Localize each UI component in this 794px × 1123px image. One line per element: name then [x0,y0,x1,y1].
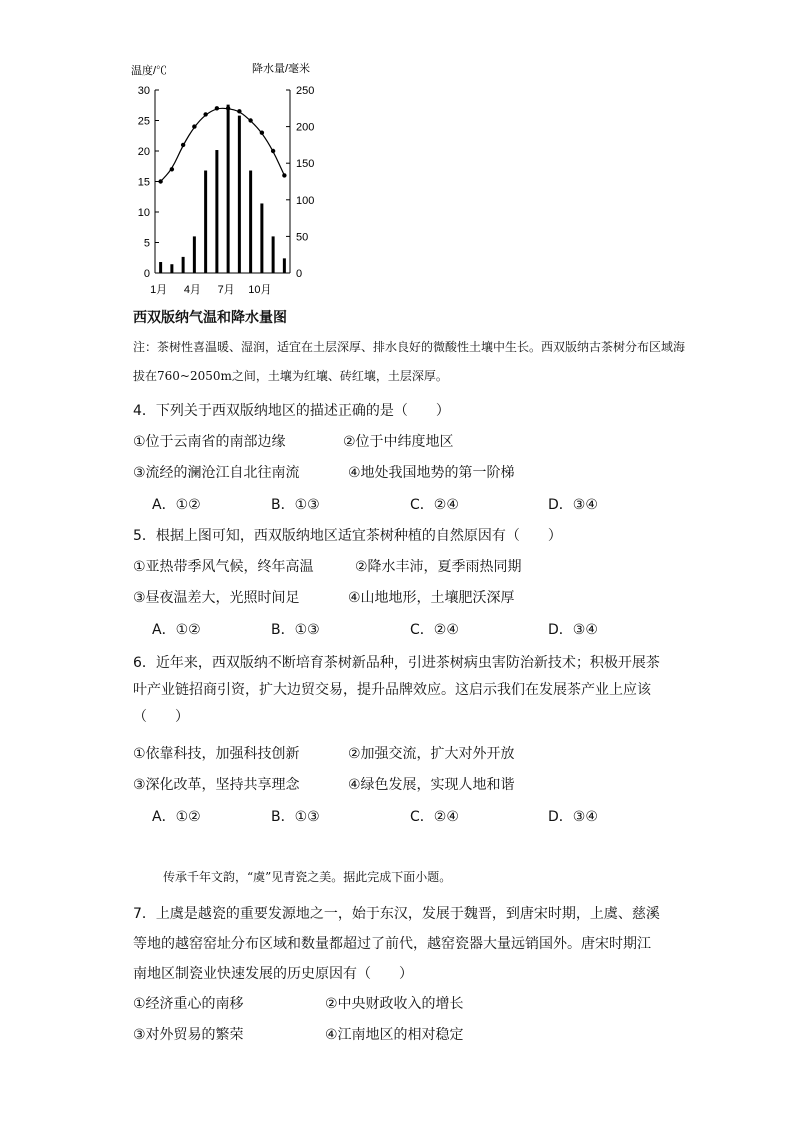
q6-statement-3: ③深化改革，坚持共享理念 [133,777,300,793]
q6-statement-2: ②加强交流，扩大对外开放 [348,746,515,762]
left-tick-label: 25 [137,115,150,128]
q4-option-c[interactable]: C．②④ [410,497,459,513]
left-tick-label: 5 [143,237,150,250]
precip-bar [204,171,207,273]
q4-statement-2: ②位于中纬度地区 [343,434,454,450]
q4-statement-4: ④地处我国地势的第一阶梯 [348,465,515,481]
q4-statement-3: ③流经的澜沧江自北往南流 [133,465,300,481]
precip-bar [238,116,241,273]
q5-statement-2: ②降水丰沛，夏季雨热同期 [355,559,522,575]
q5-option-c[interactable]: C．②④ [410,622,459,638]
q5-statement-3: ③昼夜温差大，光照时间足 [133,590,300,606]
climate-chart-svg [125,58,335,303]
temperature-point [237,109,241,113]
q4-statement-1: ①位于云南省的南部边缘 [133,434,286,450]
chart-caption: 西双版纳气温和降水量图 [133,310,287,326]
right-tick-label: 100 [296,194,315,207]
right-tick-label: 250 [296,85,315,97]
left-axis-label: 温度/℃ [131,65,168,77]
section-intro: 传承千年文韵，“虞”见青瓷之美。据此完成下面小题。 [163,870,452,884]
q6-option-b[interactable]: B．①③ [271,809,320,825]
q6-statement-4: ④绿色发展，实现人地和谐 [348,777,515,793]
left-tick-label: 20 [137,146,150,158]
right-tick-label: 0 [296,268,303,280]
right-axis-label: 降水量/毫米 [252,63,311,75]
q7-statement-2: ②中央财政收入的增长 [325,996,464,1012]
climate-chart [125,58,335,303]
precip-bar [182,257,185,273]
temperature-line [161,108,285,181]
q5-option-b[interactable]: B．①③ [271,622,320,638]
q5-statement-1: ①亚热带季风气候，终年高温 [133,559,314,575]
temperature-point [181,143,185,147]
precip-bar [159,262,162,273]
q4-option-b[interactable]: B．①③ [271,497,320,513]
temperature-point [215,106,219,110]
temperature-point [226,106,230,110]
material-note: 注：茶树性喜温暖、湿润，适宜在土层深厚、排水良好的微酸性土壤中生长。西双版纳古茶树分布区域海拔在760~2050m之间，土壤为红壤、砖红壤，土层深厚。 [133,340,686,383]
q4-option-d[interactable]: D．③④ [548,497,598,513]
temperature-point [271,149,275,153]
q4-option-a[interactable]: A．①② [152,497,201,513]
temperature-point [248,118,252,122]
x-tick-label: 10月 [248,284,272,296]
precip-bar [260,203,263,273]
precip-bar [272,236,275,273]
q5-option-a[interactable]: A．①② [152,622,201,638]
left-tick-label: 30 [137,85,150,97]
precip-bar [215,150,218,273]
temperature-point [203,112,207,116]
precip-bar [283,258,286,273]
precip-bar [249,171,252,273]
temperature-point [158,179,162,183]
q7-statement-3: ③对外贸易的繁荣 [133,1027,244,1043]
right-tick-label: 150 [296,158,315,171]
q7-statement-4: ④江南地区的相对稳定 [325,1027,464,1043]
q7-statement-1: ①经济重心的南移 [133,996,244,1012]
right-tick-label: 200 [296,121,315,134]
precip-bar [170,264,173,273]
precip-bar [193,236,196,273]
q6-option-a[interactable]: A．①② [152,809,201,825]
left-tick-label: 15 [137,176,150,189]
q6-option-c[interactable]: C．②④ [410,809,459,825]
q5-stem: 5．根据上图可知，西双版纳地区适宜茶树种植的自然原因有（ ） [133,528,562,544]
x-tick-label: 7月 [217,284,235,296]
temperature-point [192,124,196,128]
q6-option-d[interactable]: D．③④ [548,809,598,825]
precip-bar [227,105,230,273]
q5-statement-4: ④山地地形，土壤肥沃深厚 [348,590,515,606]
q4-stem: 4．下列关于西双版纳地区的描述正确的是（ ） [133,403,450,419]
left-tick-label: 0 [143,268,150,280]
q5-option-d[interactable]: D．③④ [548,622,598,638]
left-tick-label: 10 [137,207,150,219]
q6-statement-1: ①依靠科技，加强科技创新 [133,746,300,762]
x-tick-label: 4月 [183,284,201,296]
temperature-point [170,167,174,171]
x-tick-label: 1月 [150,284,168,296]
q7-stem: 7．上虞是越瓷的重要发源地之一，始于东汉，发展于魏晋，到唐宋时期，上虞、慈溪等地的越窑窑址分布区域和数量都超过了前代，越窑瓷器大量远销国外。唐宋时期江南地区制瓷业快速发展的历史原因有（ ） [133,906,660,982]
temperature-point [260,131,264,135]
temperature-point [282,173,286,177]
q6-stem: 6．近年来，西双版纳不断培育茶树新品种，引进茶树病虫害防治新技术；积极开展茶叶产业链招商引资，扩大边贸交易，提升品牌效应。这启示我们在发展茶产业上应该（ ） [133,655,660,725]
right-tick-label: 50 [296,231,309,244]
